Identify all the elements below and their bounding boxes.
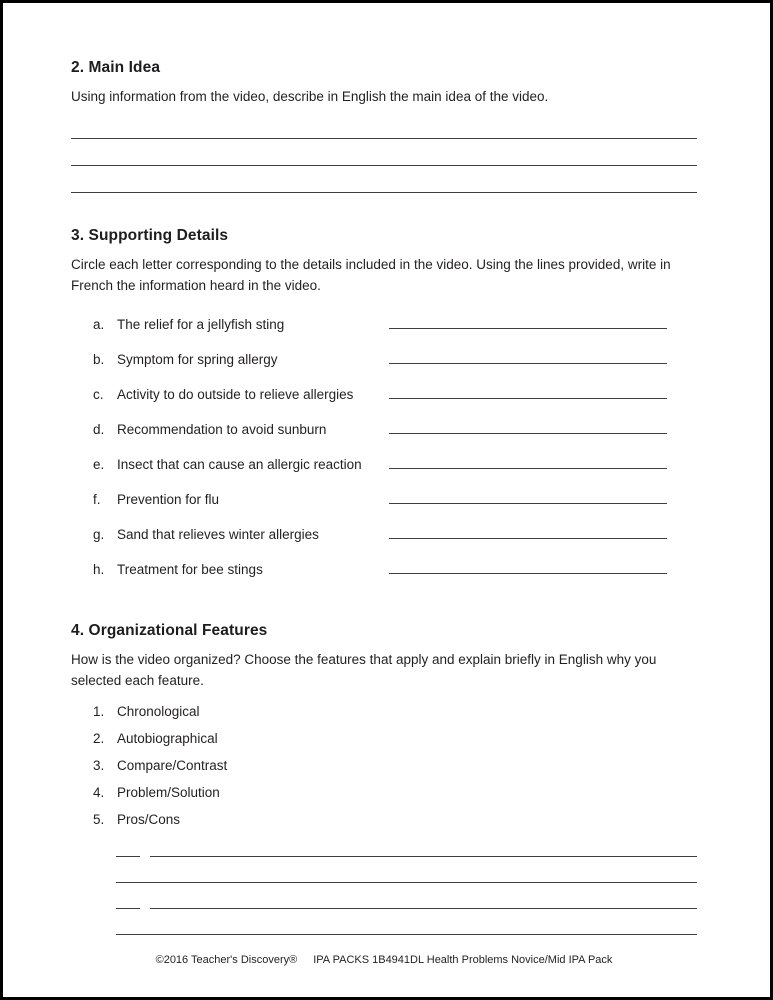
footer-product-info: IPA PACKS 1B4941DL Health Problems Novice/Mid IPA Pack bbox=[313, 953, 613, 966]
explanation-answer-lines bbox=[116, 831, 697, 935]
list-item bbox=[93, 419, 697, 437]
answer-line bbox=[389, 524, 667, 539]
number-blank-line bbox=[116, 856, 140, 857]
item-letter: f. bbox=[93, 491, 101, 507]
list-item bbox=[93, 454, 697, 472]
answer-line bbox=[150, 908, 697, 909]
list-item bbox=[93, 731, 697, 746]
item-letter: d. bbox=[93, 421, 105, 437]
item-text: Sand that relieves winter allergies bbox=[117, 526, 319, 542]
organizational-features-list bbox=[71, 704, 697, 827]
answer-line bbox=[389, 454, 667, 469]
section-4-heading: 4. Organizational Features bbox=[71, 621, 268, 639]
answer-line bbox=[150, 856, 697, 857]
list-item bbox=[93, 812, 697, 827]
page-footer bbox=[71, 954, 697, 966]
answer-line bbox=[389, 349, 667, 364]
item-text: Problem/Solution bbox=[117, 784, 220, 800]
answer-line bbox=[389, 489, 667, 504]
section-3-instructions: Circle each letter corresponding to the details included in the video. Using the lines provided, write in French the information heard in the video. bbox=[71, 256, 671, 293]
item-text: Activity to do outside to relieve allergies bbox=[117, 386, 354, 402]
list-item bbox=[93, 785, 697, 800]
answer-line bbox=[389, 559, 667, 574]
item-number: 4. bbox=[93, 784, 105, 800]
item-text: Insect that can cause an allergic reaction bbox=[117, 456, 362, 472]
list-item bbox=[93, 758, 697, 773]
answer-line bbox=[71, 166, 697, 193]
item-text: Symptom for spring allergy bbox=[117, 351, 278, 367]
answer-line bbox=[389, 384, 667, 399]
list-item bbox=[93, 559, 697, 577]
section-2-heading: 2. Main Idea bbox=[71, 59, 161, 76]
item-letter: b. bbox=[93, 351, 105, 367]
item-text: Compare/Contrast bbox=[117, 757, 228, 773]
list-item bbox=[93, 704, 697, 719]
item-letter: g. bbox=[93, 526, 105, 542]
answer-line-row bbox=[116, 857, 697, 883]
item-text: Chronological bbox=[117, 703, 200, 719]
item-text: Prevention for flu bbox=[117, 491, 220, 507]
answer-line bbox=[116, 934, 697, 935]
answer-line-row bbox=[116, 831, 697, 857]
item-number: 5. bbox=[93, 811, 105, 827]
item-text: The relief for a jellyfish sting bbox=[117, 316, 285, 332]
item-number: 1. bbox=[93, 703, 105, 719]
number-blank-line bbox=[116, 908, 140, 909]
item-letter: a. bbox=[93, 316, 105, 332]
item-number: 3. bbox=[93, 757, 105, 773]
list-item bbox=[93, 349, 697, 367]
footer-copyright: ©2016 Teacher's Discovery® bbox=[155, 953, 298, 966]
answer-line bbox=[71, 112, 697, 139]
item-letter: e. bbox=[93, 456, 105, 472]
item-text: Pros/Cons bbox=[117, 811, 181, 827]
list-item bbox=[93, 314, 697, 332]
section-2-instructions: Using information from the video, describe in English the main idea of the video. bbox=[71, 89, 549, 104]
answer-line bbox=[389, 314, 667, 329]
answer-line-row bbox=[116, 883, 697, 909]
list-item bbox=[93, 524, 697, 542]
answer-line-row bbox=[116, 909, 697, 935]
item-letter: h. bbox=[93, 561, 105, 577]
answer-line bbox=[389, 419, 667, 434]
item-number: 2. bbox=[93, 730, 105, 746]
item-text: Treatment for bee stings bbox=[117, 561, 263, 577]
item-letter: c. bbox=[93, 386, 104, 402]
list-item bbox=[93, 489, 697, 507]
section-4-instructions: How is the video organized? Choose the features that apply and explain briefly in English why you selected each feature. bbox=[71, 651, 657, 688]
section-organizational-features bbox=[71, 622, 697, 935]
answer-line bbox=[71, 139, 697, 166]
supporting-details-list bbox=[71, 314, 697, 577]
section-supporting-details bbox=[71, 227, 697, 577]
section-main-idea bbox=[71, 59, 697, 193]
answer-line bbox=[116, 882, 697, 883]
item-text: Recommendation to avoid sunburn bbox=[117, 421, 327, 437]
section-3-heading: 3. Supporting Details bbox=[71, 226, 229, 244]
main-idea-answer-lines bbox=[71, 112, 697, 193]
list-item bbox=[93, 384, 697, 402]
item-text: Autobiographical bbox=[117, 730, 218, 746]
